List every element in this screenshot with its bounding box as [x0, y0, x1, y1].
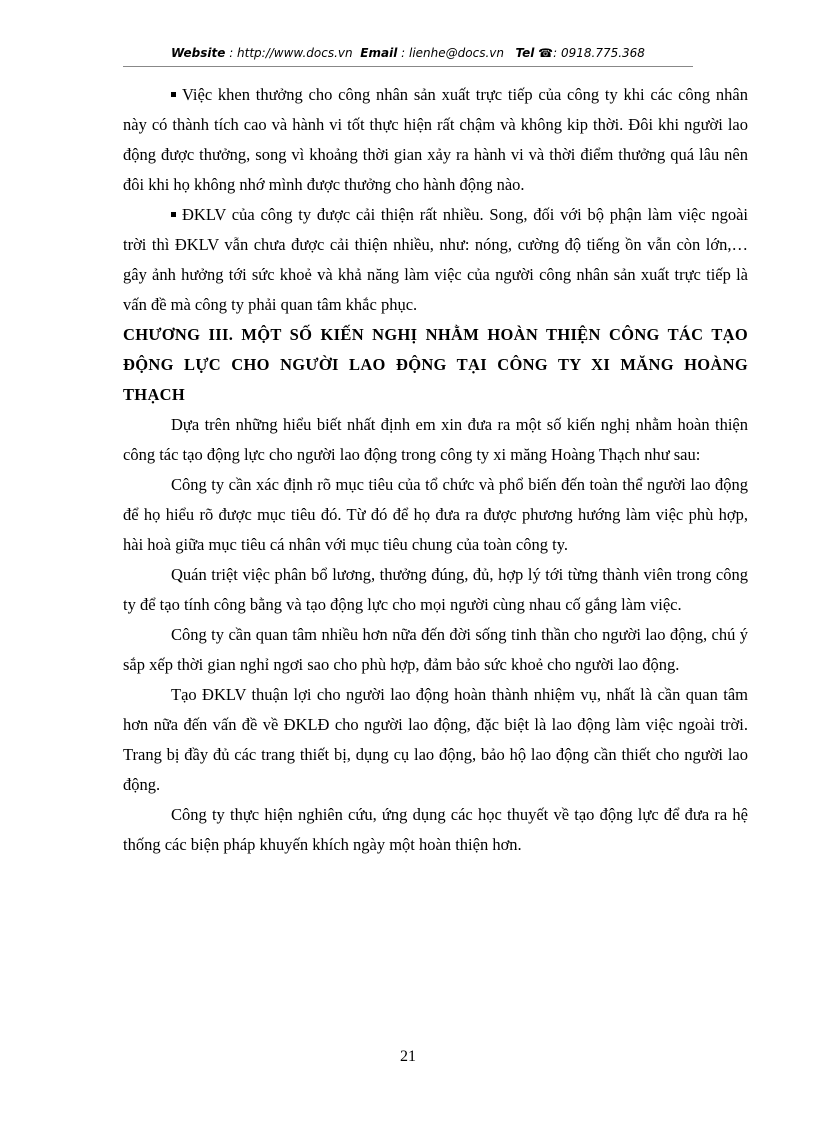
square-bullet-icon: [171, 212, 176, 217]
website-label: Website: [171, 46, 226, 60]
tel-label: Tel: [515, 46, 535, 60]
paragraph-recommendation-1: Công ty cần xác định rõ mục tiêu của tổ chức và phổ biến đến toàn thể người lao động để họ hiểu rõ được mục tiêu đó. Từ đó để họ đưa ra được phương hướng làm việc phù hợp, hài hoà giữa mục tiêu cá nhân với mục tiêu chung của toàn công ty.: [123, 475, 748, 554]
website-value: : http://www.docs.vn: [229, 46, 353, 60]
paragraph-recommendation-4: Tạo ĐKLV thuận lợi cho người lao động hoàn thành nhiệm vụ, nhất là cần quan tâm hơn nữa đến vấn đề về ĐKLĐ cho người lao động, đặc biệt là lao động làm việc ngoài trời. Trang bị đầy đủ các trang thiết bị, dụng cụ lao động, bảo hộ lao động cần thiết cho người lao động.: [123, 685, 748, 794]
square-bullet-icon: [171, 92, 176, 97]
paragraph-text: ĐKLV của công ty được cải thiện rất nhiều. Song, đối với bộ phận làm việc ngoài trời thì ĐKLV vẫn chưa được cải thiện nhiều, như: nóng, cường độ tiếng ồn vẫn còn lớn,… gây ảnh hưởng tới sức khoẻ và khả năng làm việc của người công nhân sản xuất trực tiếp là vấn đề mà công ty phải quan tâm khắc phục.: [123, 205, 748, 314]
page-header: [123, 46, 693, 60]
bullet-paragraph-2: [123, 200, 748, 320]
paragraph-recommendation-3: Công ty cần quan tâm nhiều hơn nữa đến đời sống tinh thần cho người lao động, chú ý sắp xếp thời gian nghỉ ngơi sao cho phù hợp, đảm bảo sức khoẻ cho người lao động.: [123, 625, 748, 674]
chapter-heading: CHƯƠNG III. MỘT SỐ KIẾN NGHỊ NHẰM HOÀN THIỆN CÔNG TÁC TẠO ĐỘNG LỰC CHO NGƯỜI LAO ĐỘNG TẠI CÔNG TY XI MĂNG HOÀNG THẠCH: [123, 325, 748, 404]
phone-icon: ☎: [538, 46, 554, 60]
bullet-paragraph-1: [123, 80, 748, 200]
paragraph-text: Việc khen thưởng cho công nhân sản xuất trực tiếp của công ty khi các công nhân này có thành tích cao và hành vi tốt thực hiện rất chậm và không kip thời. Đôi khi người lao động được thưởng, song vì khoảng thời gian xảy ra hành vi và thời điểm thưởng quá lâu nên đôi khi họ không nhớ mình được thưởng cho hành động nào.: [123, 85, 748, 194]
paragraph-recommendation-2: Quán triệt việc phân bổ lương, thưởng đúng, đủ, hợp lý tới từng thành viên trong công ty để tạo tính công bằng và tạo động lực cho mọi người cùng nhau cố gắng làm việc.: [123, 565, 748, 614]
paragraph-recommendation-5: Công ty thực hiện nghiên cứu, ứng dụng các học thuyết về tạo động lực để đưa ra hệ thống các biện pháp khuyến khích ngày một hoàn thiện hơn.: [123, 805, 748, 854]
header-divider: [123, 66, 693, 67]
page-number: 21: [400, 1048, 416, 1065]
tel-value: : 0918.775.368: [553, 46, 645, 60]
document-body: [123, 80, 748, 860]
email-value: : lienhe@docs.vn: [401, 46, 504, 60]
paragraph-intro: Dựa trên những hiểu biết nhất định em xin đưa ra một số kiến nghị nhằm hoàn thiện công tác tạo động lực cho người lao động trong công ty xi măng Hoàng Thạch như sau:: [123, 415, 748, 464]
email-label: Email: [360, 46, 398, 60]
